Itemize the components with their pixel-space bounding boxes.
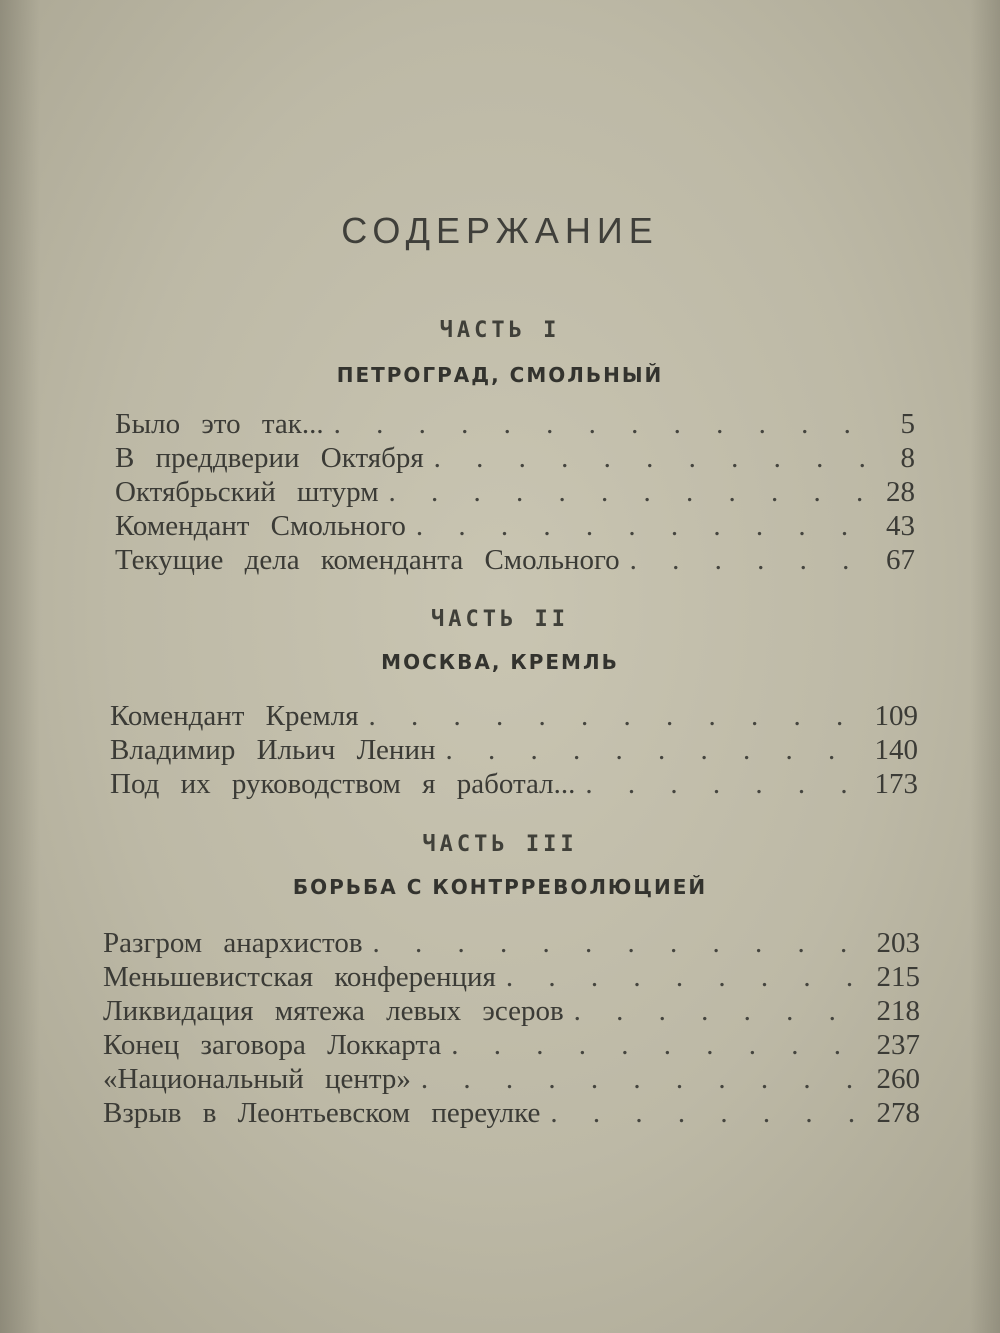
page-title: СОДЕРЖАНИЕ xyxy=(341,210,659,251)
toc-entry[interactable] xyxy=(103,1097,920,1131)
dot-leader xyxy=(451,1029,866,1062)
toc-entry-page: 260 xyxy=(876,1063,920,1095)
toc-entry[interactable] xyxy=(115,544,915,578)
toc-entry-title: В преддверии Октября xyxy=(115,442,424,474)
toc-entry-title: Было это так... xyxy=(115,408,324,440)
toc-entry-title: Ликвидация мятежа левых эсеров xyxy=(103,995,564,1027)
toc-entry[interactable] xyxy=(103,1063,920,1097)
dot-leader xyxy=(334,408,865,441)
toc-entry[interactable] xyxy=(115,408,915,442)
part-1-contents xyxy=(115,408,915,578)
toc-entry-page: 173 xyxy=(874,768,918,800)
toc-entry-title: Разгром анархистов xyxy=(103,927,363,959)
toc-entry-title: Октябрьский штурм xyxy=(115,476,379,508)
toc-entry-page: 43 xyxy=(886,510,915,542)
dot-leader xyxy=(574,995,867,1028)
toc-entry-page: 218 xyxy=(876,995,920,1027)
toc-entry[interactable] xyxy=(110,768,918,802)
part-3-label: ЧАСТЬ III xyxy=(422,832,578,857)
part-3-name: БОРЬБА С КОНТРРЕВОЛЮЦИЕЙ xyxy=(292,875,708,899)
toc-entry-title: Конец заговора Локкарта xyxy=(103,1029,442,1061)
part-1-name: ПЕТРОГРАД, СМОЛЬНЫЙ xyxy=(336,363,664,387)
toc-entry-page: 215 xyxy=(876,961,920,993)
toc-entry[interactable] xyxy=(115,476,915,510)
part-3-contents xyxy=(103,927,920,1131)
dot-leader xyxy=(630,544,865,577)
dot-leader xyxy=(585,768,864,801)
toc-entry-page: 28 xyxy=(886,476,915,508)
toc-entry-page: 8 xyxy=(900,442,915,474)
dot-leader xyxy=(421,1063,867,1096)
toc-entry[interactable] xyxy=(110,734,918,768)
toc-entry-title: Взрыв в Леонтьевском переулке xyxy=(103,1097,541,1129)
toc-entry-page: 67 xyxy=(886,544,915,576)
dot-leader xyxy=(389,476,865,509)
dot-leader xyxy=(550,1097,866,1130)
dot-leader xyxy=(445,734,864,767)
toc-entry-page: 140 xyxy=(874,734,918,766)
toc-entry[interactable] xyxy=(103,961,920,995)
dot-leader xyxy=(434,442,865,475)
part-2-contents xyxy=(110,700,918,802)
part-1-label: ЧАСТЬ I xyxy=(439,318,561,343)
toc-entry-page: 109 xyxy=(874,700,918,732)
toc-entry[interactable] xyxy=(103,995,920,1029)
toc-entry[interactable] xyxy=(115,442,915,476)
toc-entry-title: Меньшевистская конференция xyxy=(103,961,496,993)
toc-entry[interactable] xyxy=(103,1029,920,1063)
toc-entry[interactable] xyxy=(103,927,920,961)
toc-entry-title: Под их руководством я работал... xyxy=(110,768,576,800)
toc-entry-page: 237 xyxy=(876,1029,920,1061)
part-2-label: ЧАСТЬ II xyxy=(431,607,569,632)
toc-entry-title: Комендант Кремля xyxy=(110,700,359,732)
part-2-name: МОСКВА, КРЕМЛЬ xyxy=(381,650,619,674)
toc-entry-page: 278 xyxy=(876,1097,920,1129)
dot-leader xyxy=(416,510,865,543)
dot-leader xyxy=(373,927,867,960)
toc-entry-page: 203 xyxy=(876,927,920,959)
toc-entry-title: «Национальный центр» xyxy=(103,1063,411,1095)
toc-entry-title: Владимир Ильич Ленин xyxy=(110,734,436,766)
toc-entry-page: 5 xyxy=(900,408,915,440)
dot-leader xyxy=(369,700,865,733)
dot-leader xyxy=(506,961,867,994)
toc-entry[interactable] xyxy=(115,510,915,544)
toc-entry-title: Текущие дела коменданта Смольного xyxy=(115,544,620,576)
toc-entry-title: Комендант Смольного xyxy=(115,510,406,542)
toc-entry[interactable] xyxy=(110,700,918,734)
